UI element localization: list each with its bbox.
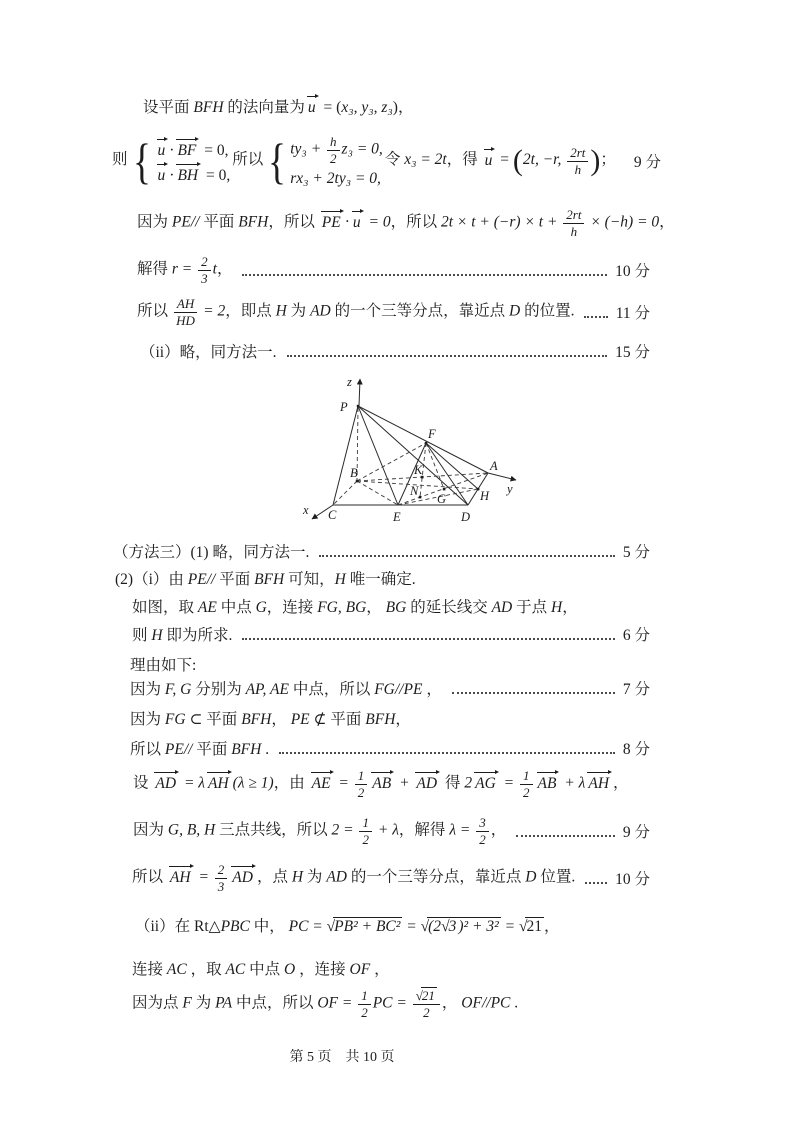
solution-line: [115, 567, 416, 589]
radical-sign: √: [518, 918, 527, 935]
solution-line: [130, 737, 650, 759]
solution-line: [137, 251, 650, 289]
text: ，: [395, 711, 411, 728]
text: 位置.: [536, 868, 576, 886]
math: + λ: [560, 774, 586, 792]
text: 得: [441, 774, 465, 792]
math: OF: [349, 961, 371, 978]
math: BFH: [193, 99, 224, 116]
edge-PA: [358, 406, 488, 473]
math: BFH: [241, 711, 272, 728]
math: =: [500, 918, 519, 935]
fig-label-C: C: [328, 508, 337, 522]
text: 唯一确定.: [345, 571, 416, 588]
math: x₃, y₃, z₃: [341, 99, 393, 116]
score-mark: 10 分: [615, 263, 650, 280]
text: ，连接: [295, 961, 350, 978]
text: ，: [370, 961, 390, 978]
math: = 0,: [200, 141, 229, 159]
text: 即为所求.: [162, 627, 233, 644]
solution-line: [130, 653, 196, 675]
text: 的一个三等分点，靠近点: [330, 302, 509, 320]
score-mark: 5 分: [622, 544, 650, 561]
math: × (−h) = 0: [586, 213, 660, 231]
text: 平面: [215, 571, 255, 588]
text: 平面: [192, 741, 232, 758]
geometry-figure: [300, 372, 528, 528]
text: 所以: [130, 741, 165, 758]
math: x₃ = 2t: [404, 151, 447, 169]
denominator: HD: [176, 312, 195, 328]
text: 则: [132, 627, 152, 644]
dotted-leader: [279, 751, 615, 754]
text: 为: [191, 994, 216, 1012]
math: G, B, H: [167, 821, 216, 839]
subset-sign: ⊂ 平面: [185, 711, 242, 728]
solution-line: [137, 203, 675, 243]
math: λ =: [449, 821, 475, 839]
point-F: [425, 442, 428, 445]
denominator: h: [574, 161, 582, 177]
text: 则: [112, 151, 128, 169]
math: BFH: [238, 213, 269, 231]
denominator: 2: [361, 1004, 368, 1020]
radical-sign: √: [420, 918, 429, 935]
text: 中，: [249, 918, 289, 935]
math: PC =: [288, 918, 327, 935]
math: +: [395, 774, 414, 792]
math: H: [291, 868, 304, 886]
radicand: )² + 3²: [458, 918, 499, 935]
math: z₃ = 0,: [341, 141, 383, 159]
text: (2)（i）由: [115, 571, 188, 588]
math: BFH: [231, 741, 262, 758]
dotted-leader: [287, 354, 608, 357]
math: r =: [171, 260, 197, 278]
denominator: 2: [423, 1004, 430, 1020]
radicand: 21: [421, 987, 435, 1003]
text: 于点: [512, 599, 552, 616]
dotted-leader: [585, 881, 607, 884]
math: FG: [164, 711, 186, 728]
math: BFH: [254, 571, 285, 588]
parallel-sign: //: [183, 741, 193, 758]
math: =: [334, 774, 353, 792]
vector-BF: BF: [175, 138, 199, 160]
math: =: [194, 868, 213, 886]
parallel-sign: //: [481, 994, 491, 1012]
solution-line: [132, 858, 650, 898]
vector-BH: BH: [175, 163, 201, 185]
text: 中点，所以: [288, 681, 375, 698]
math: FG, BG: [317, 599, 367, 616]
numerator: 3: [476, 815, 489, 832]
text: ，即点: [225, 302, 276, 320]
left-paren: (: [512, 144, 523, 178]
text: ，所以: [390, 213, 441, 231]
fig-label-H: H: [480, 489, 490, 503]
dot-op: ·: [344, 213, 350, 231]
vector-u: u: [306, 95, 319, 117]
denominator: 3: [201, 270, 208, 286]
text: ，所以: [268, 213, 319, 231]
text: .: [261, 741, 270, 758]
math: AD: [326, 868, 347, 886]
math: PE: [171, 213, 191, 231]
text: （方法三）(1) 略，同方法一.: [113, 544, 310, 561]
text: 令: [384, 151, 405, 169]
math: H: [551, 599, 563, 616]
text: ，解得: [398, 821, 450, 839]
math: F: [182, 994, 192, 1012]
point-G: [443, 488, 446, 491]
fig-label-z: z: [347, 375, 352, 389]
point-N: [419, 496, 422, 499]
point-B: [356, 480, 359, 483]
solution-line: [130, 707, 411, 729]
math: AD: [310, 302, 331, 320]
score-mark: 8 分: [622, 741, 650, 758]
vector-AH: AH: [586, 771, 612, 793]
math: PE: [290, 711, 310, 728]
math: OF: [461, 994, 482, 1012]
denominator: 3: [217, 878, 225, 894]
math: PE: [403, 681, 423, 698]
vector-AH: AH: [206, 771, 232, 793]
radicand: 3: [448, 918, 457, 935]
solution-line: [133, 812, 650, 850]
text: 中点: [216, 599, 256, 616]
denominator: 2: [357, 784, 365, 800]
numerator: 2: [198, 254, 211, 271]
math: F, G: [164, 681, 192, 698]
numerator: 1: [520, 768, 533, 785]
vector-u: u: [156, 163, 169, 185]
text: 因为: [130, 711, 165, 728]
math: D: [509, 302, 521, 320]
math: BFH: [365, 711, 396, 728]
text: （ii）在 Rt△: [135, 918, 221, 935]
text: =: [496, 151, 513, 169]
edge-PC: [333, 406, 358, 505]
text: ，: [271, 711, 291, 728]
denominator: h: [570, 223, 578, 239]
not-subset-sign: ⊄ 平面: [309, 711, 366, 728]
text: ，: [422, 681, 442, 698]
text: 因为: [130, 681, 165, 698]
text: ，取: [186, 961, 226, 978]
fig-label-E: E: [393, 510, 401, 524]
radicand: 21: [526, 918, 542, 935]
math: AE: [197, 599, 217, 616]
math: PA: [215, 994, 233, 1012]
radical-sign: √: [441, 918, 449, 935]
math: = 0: [364, 213, 391, 231]
math: PC: [490, 994, 511, 1012]
fig-label-P: P: [340, 400, 348, 414]
dotted-leader: [319, 554, 615, 557]
fig-label-K: K: [414, 463, 423, 477]
text: 所以: [137, 302, 172, 320]
dotted-leader: [242, 273, 607, 276]
solution-line: [133, 765, 629, 803]
text: 分别为: [191, 681, 246, 698]
numerator: 2rt: [563, 207, 584, 224]
math: 2t × t + (−r) × t +: [440, 213, 562, 231]
dot-op: ·: [169, 166, 175, 184]
vector-AD: AD: [153, 771, 179, 793]
right-paren: ): [590, 144, 601, 178]
numerator: 2: [215, 862, 228, 879]
text: 的法向量为: [223, 99, 305, 116]
math: BG: [385, 599, 407, 616]
text: )，: [392, 99, 414, 116]
text: ，: [613, 774, 629, 792]
text: 可知，: [284, 571, 335, 588]
vector-AD: AD: [230, 865, 256, 887]
numerator: 1: [355, 768, 368, 785]
math: ty₃ +: [290, 141, 326, 159]
math: + λ: [373, 821, 399, 839]
vector-u: u: [483, 148, 496, 170]
vector-u: u: [351, 210, 364, 232]
dotted-leader: [584, 315, 607, 318]
dot-op: ·: [169, 141, 175, 159]
equation-system: [265, 134, 383, 187]
numerator: 1: [358, 988, 371, 1005]
math: PE: [187, 571, 207, 588]
text: 的位置.: [520, 302, 575, 320]
text: 解得: [137, 260, 172, 278]
equation-system: [130, 132, 231, 189]
text: 中点，所以: [232, 994, 318, 1012]
math: AC: [166, 961, 187, 978]
fig-label-N: N: [410, 484, 419, 498]
vector-AB: AB: [370, 771, 394, 793]
numerator: 1: [359, 815, 372, 832]
radical-sign: √: [415, 987, 422, 1003]
solution-line: [140, 340, 650, 362]
text: ，: [543, 918, 560, 935]
denominator: 2: [362, 831, 369, 847]
solution-line: [113, 540, 650, 562]
parallel-sign: //: [394, 681, 404, 698]
text: 连接: [132, 961, 167, 978]
numerator: AH: [174, 296, 197, 313]
fig-label-x: x: [303, 503, 309, 517]
score-mark: 15 分: [615, 344, 650, 361]
math: H: [151, 627, 163, 644]
text: ，由: [273, 774, 309, 792]
math: 2: [464, 774, 473, 792]
text: = (: [319, 99, 342, 116]
vector-u: u: [156, 138, 169, 160]
math: AD: [491, 599, 513, 616]
math: AC: [225, 961, 246, 978]
vector-PE: PE: [320, 210, 344, 232]
solution-line: [135, 905, 560, 945]
score-mark: 11 分: [615, 305, 650, 322]
z-axis: [359, 379, 360, 406]
fig-label-y: y: [507, 482, 513, 496]
solution-line: [132, 957, 390, 979]
text: ，连接: [266, 599, 318, 616]
dotted-leader: [242, 637, 615, 640]
score-mark: 9 分: [633, 154, 662, 171]
math: OF =: [317, 994, 357, 1012]
denominator: 2: [330, 151, 337, 166]
radicand: PB² + BC²: [334, 918, 401, 935]
solution-line-normal-vector: [143, 95, 413, 117]
y-axis: [488, 473, 516, 480]
dashed-BE: [357, 481, 398, 505]
text: 的延长线交: [406, 599, 492, 616]
fig-label-D: D: [461, 510, 471, 524]
text: 为: [303, 868, 327, 886]
math: 2 =: [331, 821, 358, 839]
text: 理由如下:: [130, 657, 197, 674]
fig-label-F: F: [428, 427, 436, 441]
text: 平面: [199, 213, 239, 231]
math: (λ ≥ 1): [232, 774, 274, 792]
dotted-leader: [516, 834, 615, 837]
vector-AB: AB: [536, 771, 560, 793]
math: t: [212, 260, 217, 278]
left-brace: {: [268, 132, 287, 189]
dashed-BC: [333, 481, 357, 505]
score-mark: 10 分: [615, 871, 650, 888]
page-footer: 第 5 页 共 10 页: [289, 1050, 395, 1065]
radicand: (2: [428, 918, 442, 935]
vector-AG: AG: [473, 771, 499, 793]
radical-sign: √: [326, 918, 335, 935]
text: ，: [366, 599, 386, 616]
text: （ii）略，同方法一.: [140, 344, 277, 361]
math: = λ: [180, 774, 205, 792]
math: =: [499, 774, 518, 792]
text: ，得: [446, 151, 482, 169]
text: ，: [441, 994, 462, 1012]
text: ；: [600, 151, 616, 169]
text: ，: [562, 599, 578, 616]
math: G: [255, 599, 267, 616]
math: H: [334, 571, 346, 588]
text: 因为点: [132, 994, 183, 1012]
math: H: [275, 302, 287, 320]
edge-PE: [358, 406, 398, 505]
vector-AD: AD: [414, 771, 440, 793]
text: ，: [216, 260, 233, 278]
text: 因为: [137, 213, 172, 231]
vector-AH: AH: [168, 865, 194, 887]
parallel-sign: //: [190, 213, 200, 231]
score-mark: 9 分: [622, 824, 650, 841]
math: O: [284, 961, 296, 978]
numerator: 2rt: [567, 145, 588, 162]
left-brace: {: [132, 132, 151, 189]
math: = 0,: [202, 166, 231, 184]
solution-line: [132, 595, 578, 617]
text: 的一个三等分点，靠近点: [346, 868, 526, 886]
solution-line-system: [112, 129, 662, 193]
text: ，点: [256, 868, 292, 886]
text: 三点共线，所以: [215, 821, 332, 839]
math: PC =: [372, 994, 411, 1012]
math: = 2: [199, 302, 226, 320]
vector-AE: AE: [310, 771, 334, 793]
score-mark: 7 分: [622, 681, 650, 698]
dotted-leader: [452, 691, 615, 694]
text: 设平面: [143, 99, 194, 116]
math: 2t, −r,: [522, 151, 566, 169]
score-mark: 6 分: [622, 627, 650, 644]
text: 设: [133, 774, 153, 792]
text: .: [510, 994, 519, 1012]
denominator: 2: [479, 831, 486, 847]
fig-label-G: G: [437, 492, 447, 506]
math: D: [525, 868, 537, 886]
text: 所以: [232, 151, 264, 169]
solution-line: [132, 623, 650, 645]
math: PBC: [220, 918, 250, 935]
point-H: [477, 488, 480, 491]
solution-line: [130, 677, 650, 699]
math: AP, AE: [245, 681, 289, 698]
math: =: [402, 918, 421, 935]
denominator: 2: [523, 784, 530, 800]
solution-line: [132, 983, 518, 1025]
fig-label-A: A: [490, 459, 498, 473]
text: 因为: [133, 821, 168, 839]
fig-label-B: B: [350, 466, 358, 480]
text: ，: [659, 213, 675, 231]
math: FG: [374, 681, 395, 698]
text: 中点: [245, 961, 285, 978]
point-P: [357, 405, 360, 408]
solution-line: [137, 292, 650, 332]
text: 如图，取: [132, 599, 198, 616]
math: rx₃ + 2ty₃ = 0,: [290, 169, 381, 187]
parallel-sign: //: [206, 571, 216, 588]
math: PE: [164, 741, 184, 758]
text: ，: [490, 821, 507, 839]
text: 为: [286, 302, 311, 320]
numerator: h: [327, 134, 340, 151]
text: 所以: [132, 868, 167, 886]
